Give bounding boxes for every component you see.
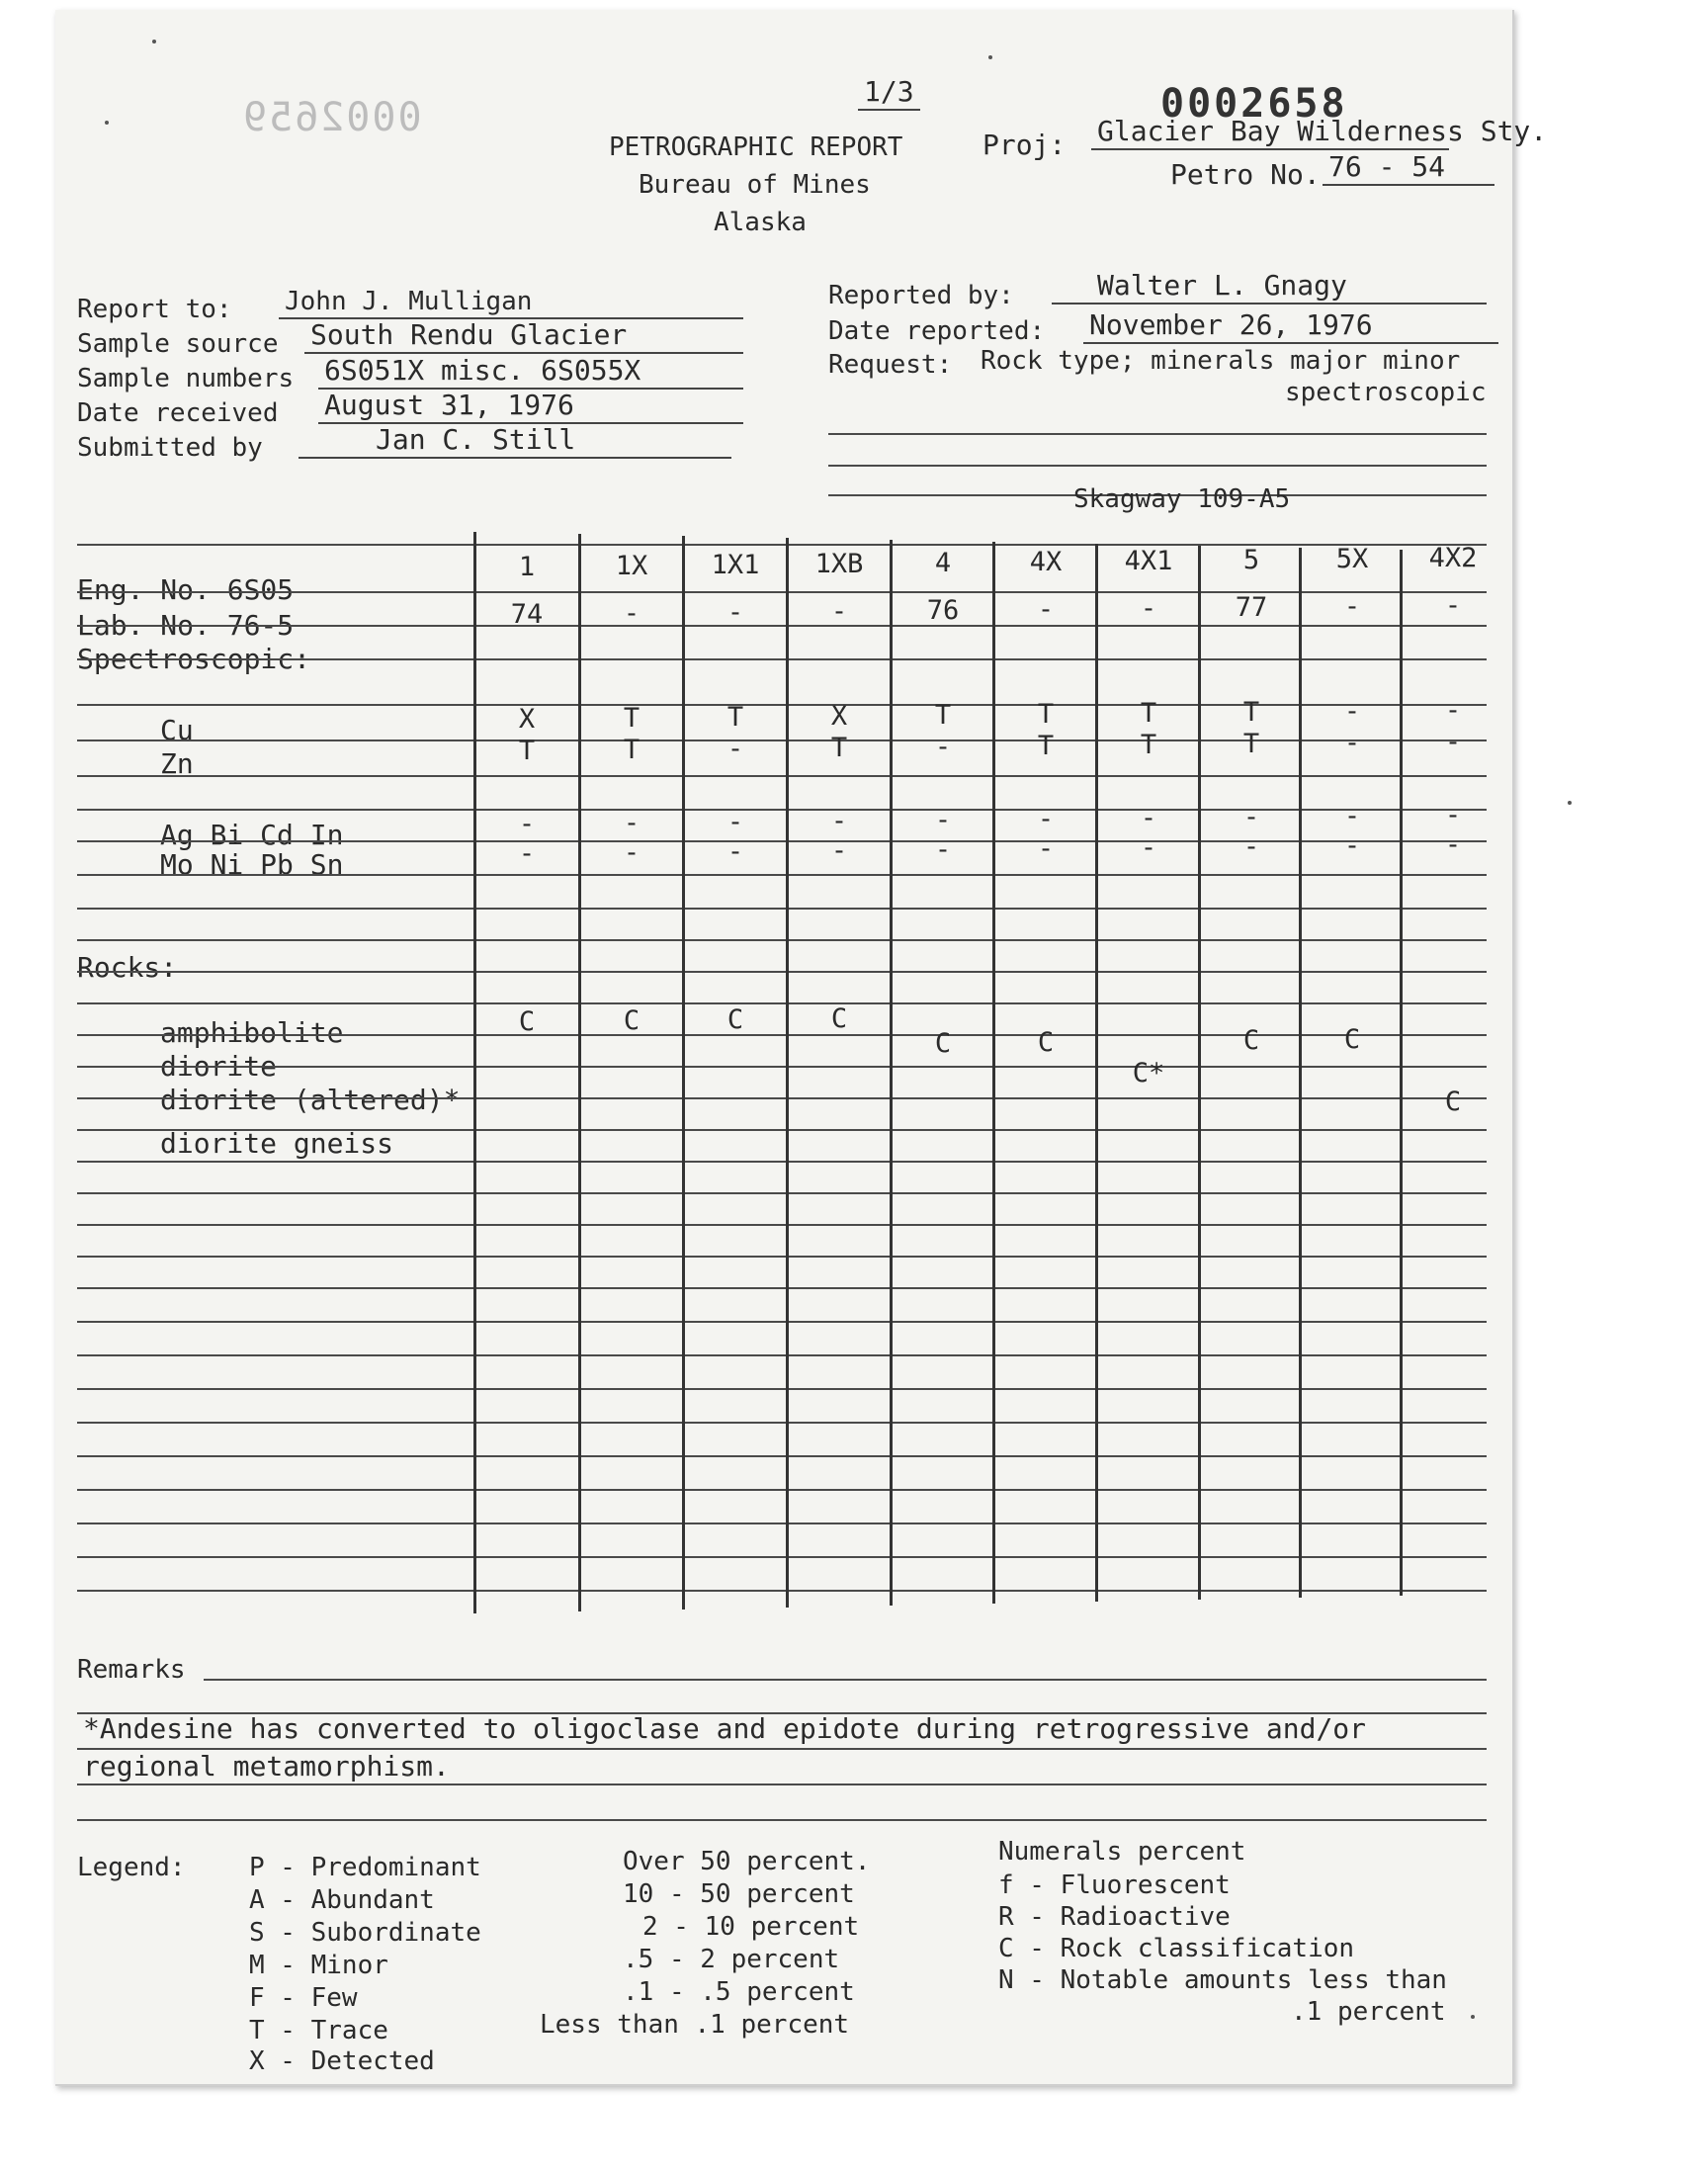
report-to-value: John J. Mulligan — [279, 287, 743, 319]
date-reported-label: Date reported: — [828, 316, 1046, 346]
rock-diorite-label: diorite — [160, 1050, 278, 1083]
table-cell-diorite: C — [934, 1028, 952, 1059]
table-cell-columns: 4X1 — [1124, 546, 1173, 576]
table-rule — [77, 1224, 1487, 1226]
cu-label: Cu — [160, 714, 194, 746]
table-column-line — [786, 538, 789, 1608]
table-cell-moni: - — [934, 834, 952, 865]
table-rule — [77, 1066, 1487, 1068]
legend-m-pct: .5 - 2 percent — [623, 1945, 840, 1974]
table-rule — [77, 939, 1487, 941]
table-rule — [77, 1161, 1487, 1163]
rock-amphibolite-label: amphibolite — [160, 1016, 344, 1049]
reported-by-label: Reported by: — [828, 281, 1014, 310]
table-rule — [77, 1321, 1487, 1323]
legend-t: T - Trace — [249, 2016, 388, 2045]
table-cell-amphibolite: C — [830, 1003, 848, 1034]
legend-a-pct: 10 - 50 percent — [623, 1879, 855, 1909]
remarks-rule-5 — [77, 1819, 1487, 1821]
sample-numbers-value: 6S051X misc. 6S055X — [318, 354, 743, 390]
table-cell-cu: - — [1444, 695, 1462, 726]
scan-speck — [1568, 801, 1572, 805]
request-line2: spectroscopic — [1285, 378, 1487, 407]
table-cell-zn: T — [1037, 731, 1055, 761]
table-cell-moni: - — [518, 838, 536, 869]
table-rule — [77, 1388, 1487, 1390]
agency: Bureau of Mines — [639, 170, 871, 200]
date-received-label: Date received — [77, 398, 279, 428]
mo-ni-pb-sn-label: Mo Ni Pb Sn — [160, 848, 344, 881]
table-column-line — [682, 536, 685, 1610]
request-line1: Rock type; minerals major minor — [981, 346, 1461, 376]
legend-t-pct: Less than .1 percent — [540, 2010, 850, 2040]
table-cell-columns: 1X1 — [711, 550, 760, 580]
legend-notable: N - Notable amounts less than — [998, 1965, 1447, 1995]
petro-value: 76 - 54 — [1323, 150, 1494, 186]
table-column-line — [473, 532, 476, 1613]
page-number: 1/3 — [858, 75, 920, 111]
legend-m: M - Minor — [249, 1951, 388, 1980]
table-rule — [77, 1455, 1487, 1457]
table-cell-lab-nos: 76 — [926, 595, 960, 626]
remarks-rule-4 — [77, 1784, 1487, 1785]
legend-rock-classification: C - Rock classification — [998, 1934, 1355, 1963]
table-rule — [77, 775, 1487, 777]
table-cell-cu: T — [623, 703, 640, 734]
table-cell-columns: 1 — [518, 552, 536, 582]
table-cell-zn: - — [726, 734, 744, 764]
document-page — [55, 10, 1548, 2086]
legend-f: F - Few — [249, 1983, 358, 2013]
table-rule — [77, 1192, 1487, 1194]
table-rule — [77, 908, 1487, 910]
table-cell-zn: T — [518, 736, 536, 766]
table-cell-zn: T — [830, 733, 848, 763]
report-title: PETROGRAPHIC REPORT — [609, 132, 903, 162]
table-rule — [77, 1097, 1487, 1099]
table-cell-lab-nos: 74 — [510, 599, 544, 630]
table-cell-lab-nos: 77 — [1235, 592, 1268, 623]
table-cell-columns: 5X — [1335, 544, 1369, 574]
sample-numbers-label: Sample numbers — [77, 364, 295, 393]
table-cell-cu: X — [830, 701, 848, 732]
lab-no-label: Lab. No. 76-5 — [77, 609, 295, 642]
proj-label: Proj: — [982, 129, 1067, 161]
date-reported-value: November 26, 1976 — [1083, 308, 1498, 344]
table-cell-amphibolite: C — [726, 1004, 744, 1035]
scan-speck — [152, 40, 156, 44]
submitted-by-value: Jan C. Still — [299, 423, 731, 459]
proj-value: Glacier Bay Wilderness Sty. — [1091, 115, 1449, 150]
zn-label: Zn — [160, 747, 194, 780]
reported-by-value: Walter L. Gnagy — [1052, 269, 1487, 304]
table-cell-diorite: C — [1037, 1027, 1055, 1058]
rock-diorite-gneiss-label: diorite gneiss — [160, 1127, 394, 1160]
table-rule — [77, 971, 1487, 973]
submitted-by-label: Submitted by — [77, 433, 263, 463]
rocks-label: Rocks: — [77, 951, 178, 984]
table-cell-agbi: - — [1037, 804, 1055, 834]
legend-numerals: Numerals percent — [998, 1837, 1246, 1867]
sample-source-label: Sample source — [77, 329, 279, 359]
table-cell-moni: - — [1037, 833, 1055, 864]
legend-p: P - Predominant — [249, 1853, 481, 1882]
table-cell-zn: - — [1343, 728, 1361, 758]
table-cell-columns: 1XB — [814, 549, 864, 579]
table-rule — [77, 874, 1487, 876]
table-cell-columns: 5 — [1242, 545, 1260, 575]
table-rule — [77, 1590, 1487, 1592]
table-cell-lab-nos: - — [623, 598, 640, 629]
table-cell-cu: T — [934, 700, 952, 731]
table-rule — [77, 1129, 1487, 1131]
petro-label: Petro No. — [1170, 158, 1321, 191]
legend-p-pct: Over 50 percent. — [623, 1847, 871, 1876]
date-received-value: August 31, 1976 — [318, 389, 743, 424]
legend-a: A - Abundant — [249, 1885, 435, 1915]
table-cell-lab-nos: - — [1444, 590, 1462, 621]
stamp-number: 0002658 — [1160, 81, 1348, 127]
legend-x: X - Detected — [249, 2046, 435, 2076]
remarks-line-2: regional metamorphism. — [83, 1750, 450, 1783]
table-rule — [77, 1522, 1487, 1524]
ghost-number: 0002659 — [241, 95, 422, 140]
table-rule — [77, 1256, 1487, 1258]
table-cell-lab-nos: - — [1037, 594, 1055, 625]
table-cell-cu: T — [726, 702, 744, 733]
request-rule-2 — [828, 465, 1487, 467]
table-cell-zn: - — [934, 732, 952, 762]
table-cell-zn: T — [623, 735, 640, 765]
table-cell-cu: - — [1343, 696, 1361, 727]
state: Alaska — [714, 208, 807, 237]
table-rule — [77, 1354, 1487, 1356]
table-cell-lab-nos: - — [1343, 591, 1361, 622]
spectroscopic-label: Spectroscopic: — [77, 643, 311, 675]
table-cell-lab-nos: - — [726, 597, 744, 628]
request-rule-1 — [828, 433, 1487, 435]
table-cell-agbi: - — [1140, 803, 1157, 833]
legend-notable-pct: .1 percent — [1291, 1997, 1446, 2027]
remarks-label: Remarks — [77, 1655, 186, 1685]
legend-label: Legend: — [77, 1853, 186, 1882]
table-cell-cu: T — [1242, 697, 1260, 728]
legend-radioactive: R - Radioactive — [998, 1902, 1231, 1932]
table-cell-agbi: - — [518, 809, 536, 839]
table-cell-agbi: - — [934, 805, 952, 835]
table-rule — [77, 1287, 1487, 1289]
legend-fluorescent: f - Fluorescent — [998, 1870, 1231, 1900]
table-cell-columns: 4 — [934, 548, 952, 578]
table-cell-cu: X — [518, 704, 536, 735]
table-cell-agbi: - — [1242, 802, 1260, 832]
table-cell-zn: T — [1140, 730, 1157, 760]
table-rule — [77, 1422, 1487, 1424]
table-rule — [77, 658, 1487, 660]
remarks-line-1: *Andesine has converted to oligoclase and epidote during retrogressive and/or — [83, 1712, 1367, 1745]
table-column-line — [578, 534, 581, 1611]
table-cell-lab-nos: - — [1140, 593, 1157, 624]
table-cell-zn: T — [1242, 729, 1260, 759]
quad-name: Skagway 109-A5 — [1073, 484, 1291, 514]
remarks-rule-1 — [204, 1679, 1487, 1681]
table-cell-moni: - — [830, 835, 848, 866]
report-to-label: Report to: — [77, 295, 232, 324]
scan-speck — [1471, 2015, 1475, 2019]
table-cell-columns: 4X2 — [1428, 543, 1478, 573]
rock-diorite-altered-label: diorite (altered)* — [160, 1084, 461, 1116]
legend-s-pct: 2 - 10 percent — [642, 1912, 860, 1942]
table-cell-diorite: C — [1242, 1025, 1260, 1056]
table-cell-moni: - — [623, 837, 640, 868]
table-cell-agbi: - — [830, 806, 848, 836]
legend-s: S - Subordinate — [249, 1918, 481, 1948]
request-label: Request: — [828, 350, 953, 380]
table-cell-agbi: - — [1343, 801, 1361, 831]
table-cell-amphibolite: C — [518, 1006, 536, 1037]
table-cell-diorite-altered: C* — [1132, 1058, 1165, 1088]
table-cell-agbi: - — [726, 807, 744, 837]
table-cell-agbi: - — [623, 808, 640, 838]
sample-source-value: South Rendu Glacier — [304, 318, 743, 354]
table-cell-agbi: - — [1444, 800, 1462, 830]
eng-no-label: Eng. No. 6S05 — [77, 573, 295, 606]
scan-speck — [988, 55, 992, 59]
table-cell-lab-nos: - — [830, 596, 848, 627]
table-cell-moni: - — [726, 836, 744, 867]
table-cell-columns: 1X — [615, 551, 648, 581]
table-rule — [77, 1489, 1487, 1491]
table-cell-amphibolite: C — [623, 1005, 640, 1036]
table-cell-cu: T — [1140, 698, 1157, 729]
table-cell-diorite-gneiss: C — [1444, 1087, 1462, 1117]
table-cell-columns: 4X — [1029, 547, 1063, 577]
table-cell-cu: T — [1037, 699, 1055, 730]
scan-speck — [105, 121, 109, 125]
table-rule — [77, 1556, 1487, 1558]
table-cell-moni: - — [1140, 832, 1157, 863]
table-cell-moni: - — [1444, 829, 1462, 860]
table-cell-diorite: C — [1343, 1024, 1361, 1055]
table-cell-zn: - — [1444, 727, 1462, 757]
table-cell-moni: - — [1242, 831, 1260, 862]
ag-bi-cd-in-label: Ag Bi Cd In — [160, 819, 344, 851]
table-cell-moni: - — [1343, 830, 1361, 861]
legend-f-pct: .1 - .5 percent — [623, 1977, 855, 2007]
